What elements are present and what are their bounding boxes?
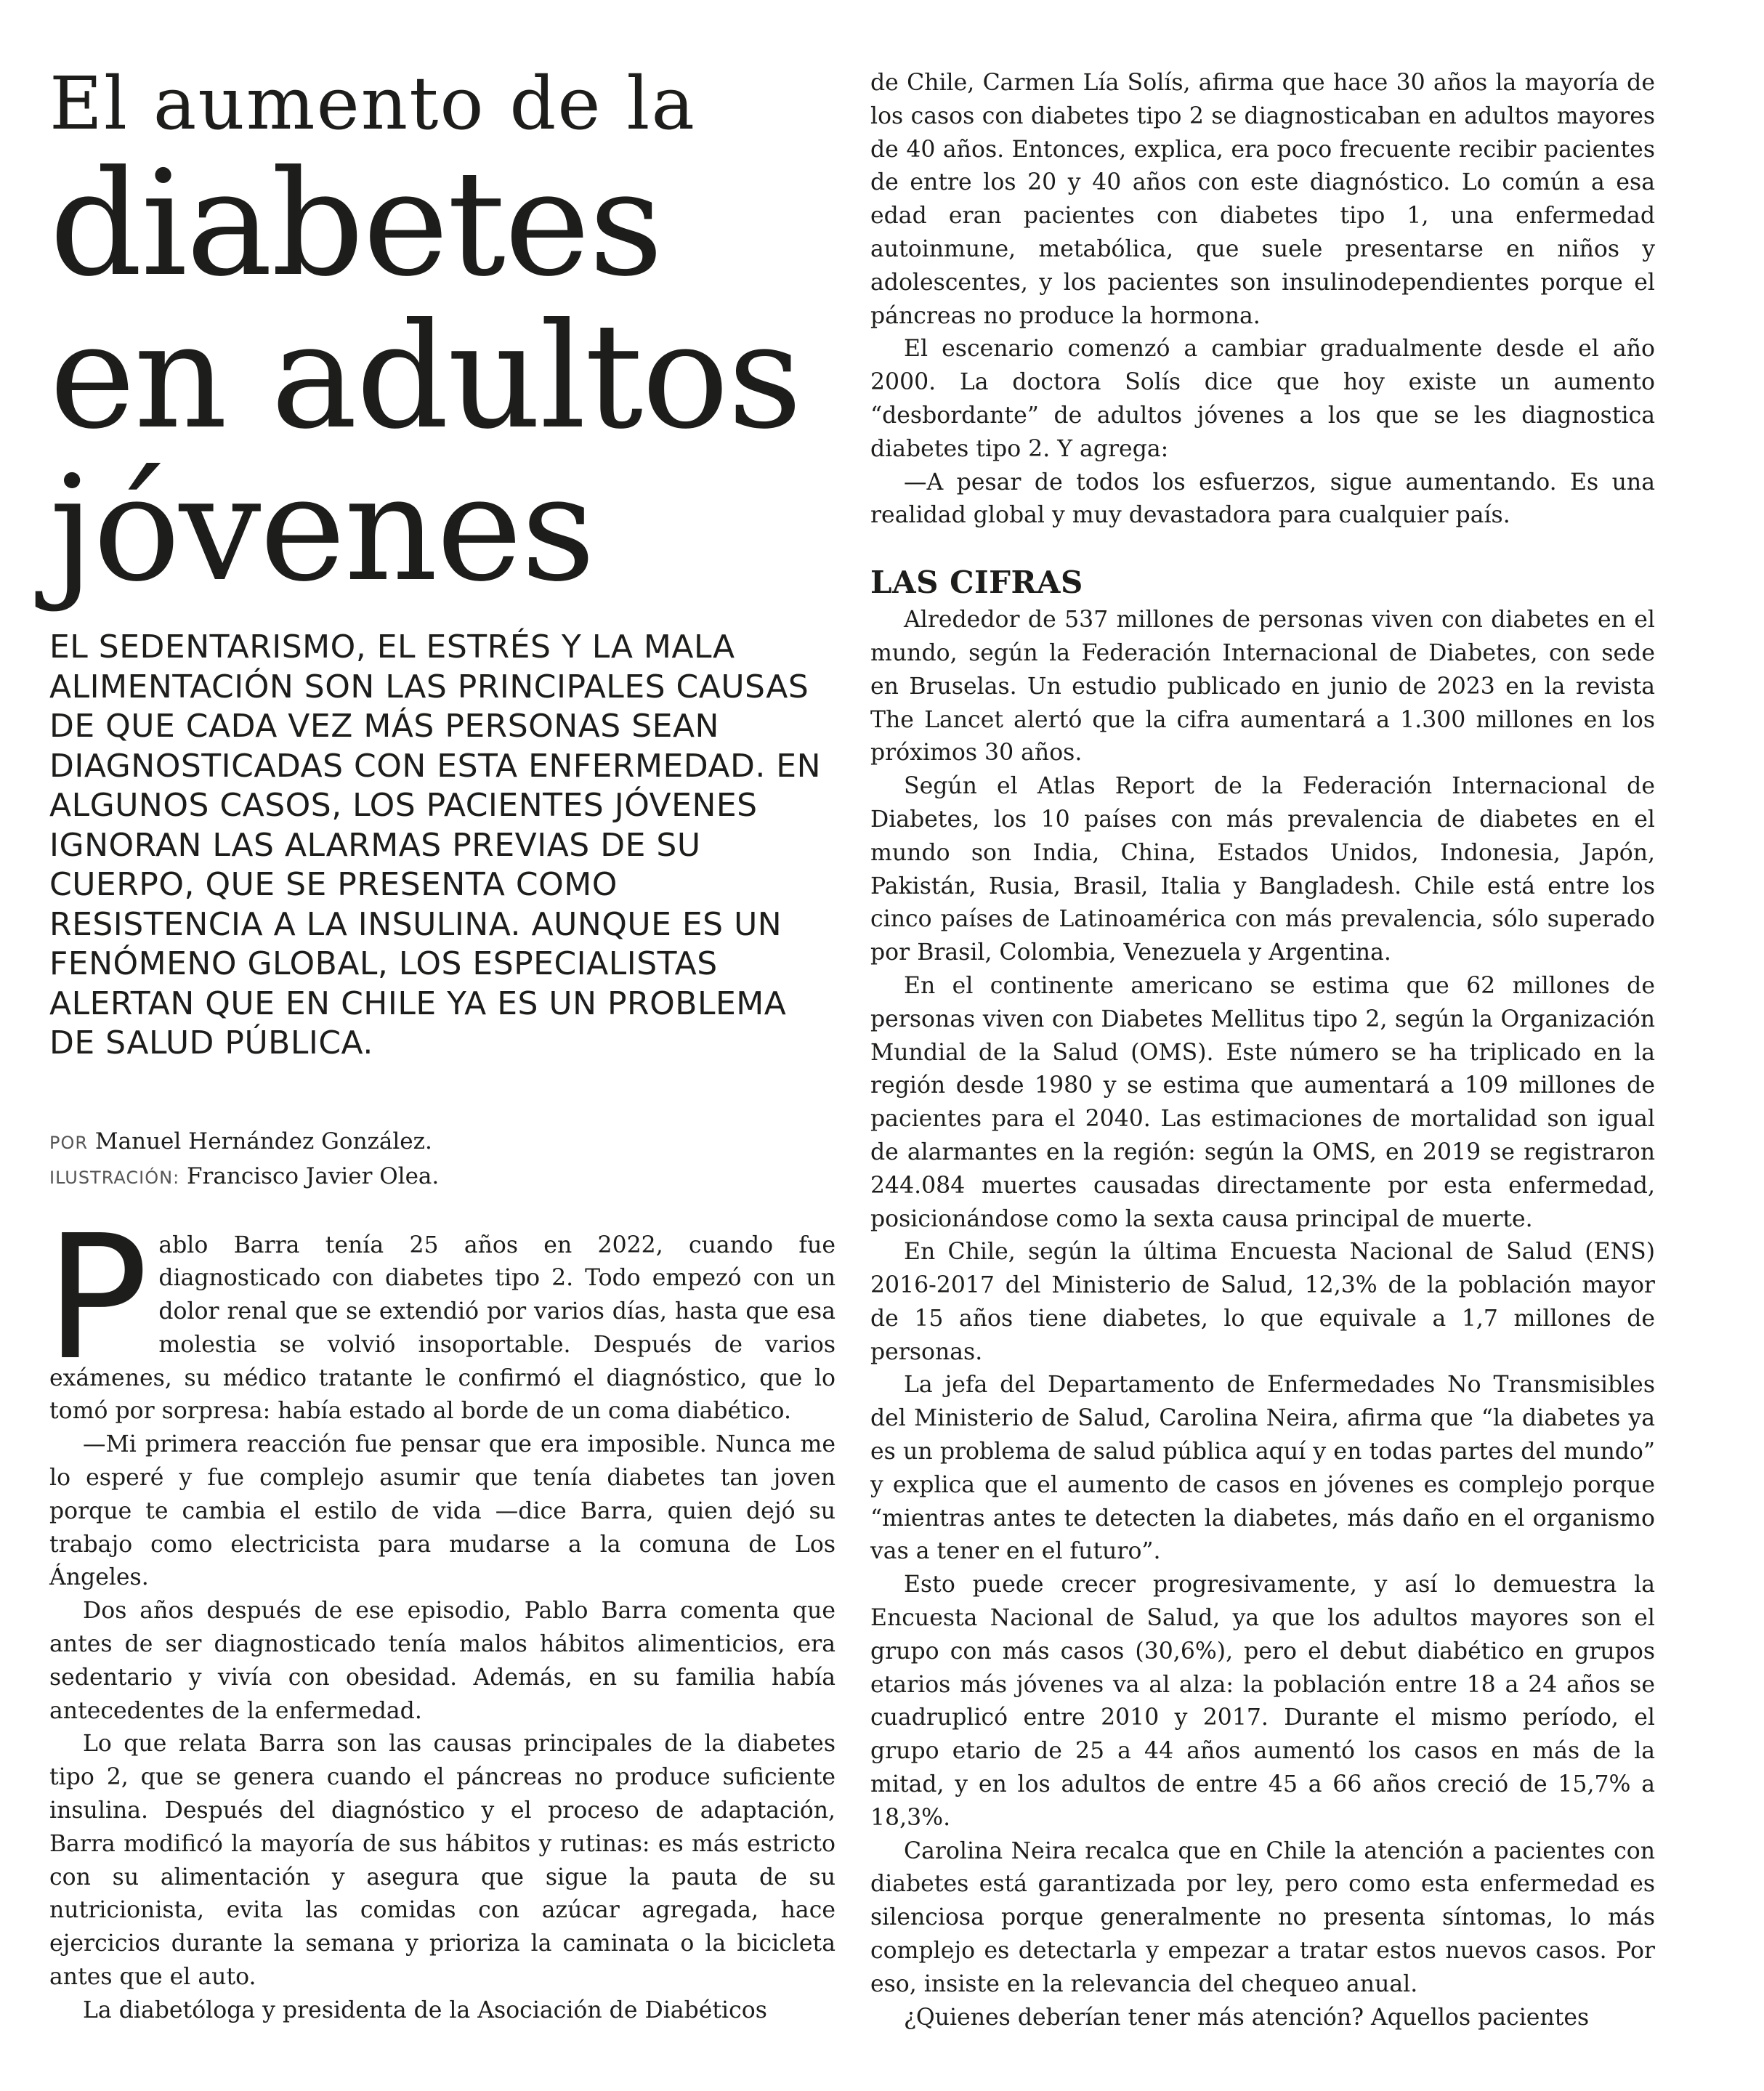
headline-line-2: diabetes [49,139,662,309]
lead-paragraph [45,1197,836,1429]
paragraph: Lo que relata Barra son las causas principales de la diabetes tipo 2, que se genera cuando el páncreas no produce suficiente insulina. Después del diagnóstico y el proceso de adaptación, Barra modificó la mayoría de sus hábitos y rutinas: es más estricto con su alimentación y asegura que sigue la pauta de su nutricionista, evita las comidas con azúcar agregada, hace ejercicios durante la semana y prioriza la caminata o la bicicleta antes que el auto. [49,1731,836,1991]
author-credit [49,1125,836,1160]
quote-paragraph: —A pesar de todos los esfuerzos, sigue aumentando. Es una realidad global y muy devastadora para cualquier país. [870,469,1655,529]
article-body-left [45,1197,836,2028]
paragraph: —Mi primera reacción fue pensar que era imposible. Nunca me lo esperé y fue complejo asumir que tenía diabetes tan joven porque te cambia el estilo de vida —dice Barra, quien dejó su trabajo como electricista para mudarse a la comuna de Los Ángeles. [49,1431,836,1591]
section-heading: LAS CIFRAS [870,565,1083,601]
illustrator-name: Francisco Javier Olea. [187,1162,440,1189]
paragraph: Según el Atlas Report de la Federación Internacional de Diabetes, los 10 países con más prevalencia de diabetes en el mundo son India, China, Estados Unidos, Indonesia, Japón, Pakistán, Rusia, Brasil, Italia y Bangladesh. Chile está entre los cinco países de Latinoamérica con más prevalencia, sólo superado por Brasil, Colombia, Venezuela y Argentina. [870,773,1655,966]
paragraph: Carolina Neira recalca que en Chile la atención a pacientes con diabetes está garantizada por ley, pero como esta enfermedad es silenciosa porque generalmente no presenta síntomas, lo más complejo es detectarla y empezar a tratar estos nuevos casos. Por eso, insiste en la relevancia del chequeo anual. [870,1837,1655,1997]
drop-cap: P [45,1197,149,1398]
paragraph: ¿Quienes deberían tener más atención? Aquellos pacientes [904,2004,1590,2031]
headline [49,60,836,614]
paragraph: Alrededor de 537 millones de personas viven con diabetes en el mundo, según la Federación Internacional de Diabetes, con sede en Bruselas. Un estudio publicado en junio de 2023 en la revista The Lancet alertó que la cifra aumentará a 1.300 millones en los próximos 30 años. [870,607,1655,767]
lead-paragraph-text: ablo Barra tenía 25 años en 2022, cuando fue diagnosticado con diabetes tipo 2. Todo empezó con un dolor renal que se extendió por varios días, hasta que esa molestia se volvió insoportable. Después de varios exámenes, su médico tratante le confirmó el diagnóstico, que lo tomó por sorpresa: había estado al borde de un coma diabético. [49,1231,836,1425]
left-column [45,60,836,2079]
paragraph: En Chile, según la última Encuesta Nacional de Salud (ENS) 2016-2017 del Ministerio de Salud, 12,3% de la población mayor de 15 años tiene diabetes, lo que equivale a 1,7 millones de personas. [870,1239,1655,1365]
paragraph: Esto puede crecer progresivamente, y así lo demuestra la Encuesta Nacional de Salud, ya que los adultos mayores son el grupo con más casos (30,6%), pero el debut diabético en grupos etarios más jóvenes va al alza: la población entre 18 a 24 años se cuadruplicó entre 2010 y 2017. Durante el mismo período, el grupo etario de 25 a 44 años aumentó los casos en más de la mitad, y en los adultos de entre 45 a 66 años creció de 15,7% a 18,3%. [870,1572,1655,1831]
author-name: Manuel Hernández González. [94,1128,432,1154]
headline-line-4: jóvenes [49,445,594,614]
continued-paragraph: de Chile, Carmen Lía Solís, afirma que hace 30 años la mayoría de los casos con diabetes tipo 2 se diagnosticaban en adultos mayores de 40 años. Entonces, explica, era poco frecuente recibir pacientes de entre los 20 y 40 años con este diagnóstico. Lo común a esa edad eran pacientes con diabetes tipo 1, una enfermedad autoinmune, metabólica, que suele presentarse en niños y adolescentes, y los pacientes son insulinodependientes porque el páncreas no produce la hormona. [870,70,1655,329]
article-body-right [870,67,1655,2034]
headline-line-3: en adultos [49,292,801,461]
author-label: POR [49,1132,89,1153]
dek-subheadline: EL SEDENTARISMO, EL ESTRÉS Y LA MALA ALIMENTACIÓN SON LAS PRINCIPALES CAUSAS DE QUE CADA VEZ MÁS PERSONAS SEAN DIAGNOSTICADAS CON ESTA ENFERMEDAD. EN ALGUNOS CASOS, LOS PACIENTES JÓVENES IGNORAN LAS ALARMAS PREVIAS DE SU CUERPO, QUE SE PRESENTA COMO RESISTENCIA A LA INSULINA. AUNQUE ES UN FENÓMENO GLOBAL, LOS ESPECIALISTAS ALERTAN QUE EN CHILE YA ES UN PROBLEMA DE SALUD PÚBLICA. [49,628,822,1061]
illustrator-label: ILUSTRACIÓN: [49,1167,180,1188]
paragraph: La jefa del Departamento de Enfermedades No Transmisibles del Ministerio de Salud, Carolina Neira, afirma que “la diabetes ya es un problema de salud pública aquí y en todas partes del mundo” y explica que el aumento de casos en jóvenes es complejo porque “mientras antes te detecten la diabetes, más daño en el organismo vas a tener en el futuro”. [870,1372,1655,1565]
illustrator-credit [49,1160,836,1194]
byline [49,1125,836,1194]
paragraph: En el continente americano se estima que 62 millones de personas viven con Diabetes Mellitus tipo 2, según la Organización Mundial de la Salud (OMS). Este número se ha triplicado en la región desde 1980 y se estima que aumentará a 109 millones de pacientes para el 2040. Las estimaciones de mortalidad son igual de alarmantes en la región: según la OMS, en 2019 se registraron 244.084 muertes causadas directamente por esta enfermedad, posicionándose como la sexta causa principal de muerte. [870,972,1655,1232]
paragraph: El escenario comenzó a cambiar gradualmente desde el año 2000. La doctora Solís dice que hoy existe un aumento “desbordante” de adultos jóvenes a los que se les diagnostica diabetes tipo 2. Y agrega: [870,336,1655,462]
headline-line-1: El aumento de la [49,61,696,146]
paragraph: Dos años después de ese episodio, Pablo Barra comenta que antes de ser diagnosticado tenía malos hábitos alimenticios, era sedentario y vivía con obesidad. Además, en su familia había antecedentes de la enfermedad. [49,1598,836,1724]
right-column [870,67,1655,2079]
paragraph: La diabetóloga y presidenta de la Asociación de Diabéticos [83,1997,767,2023]
